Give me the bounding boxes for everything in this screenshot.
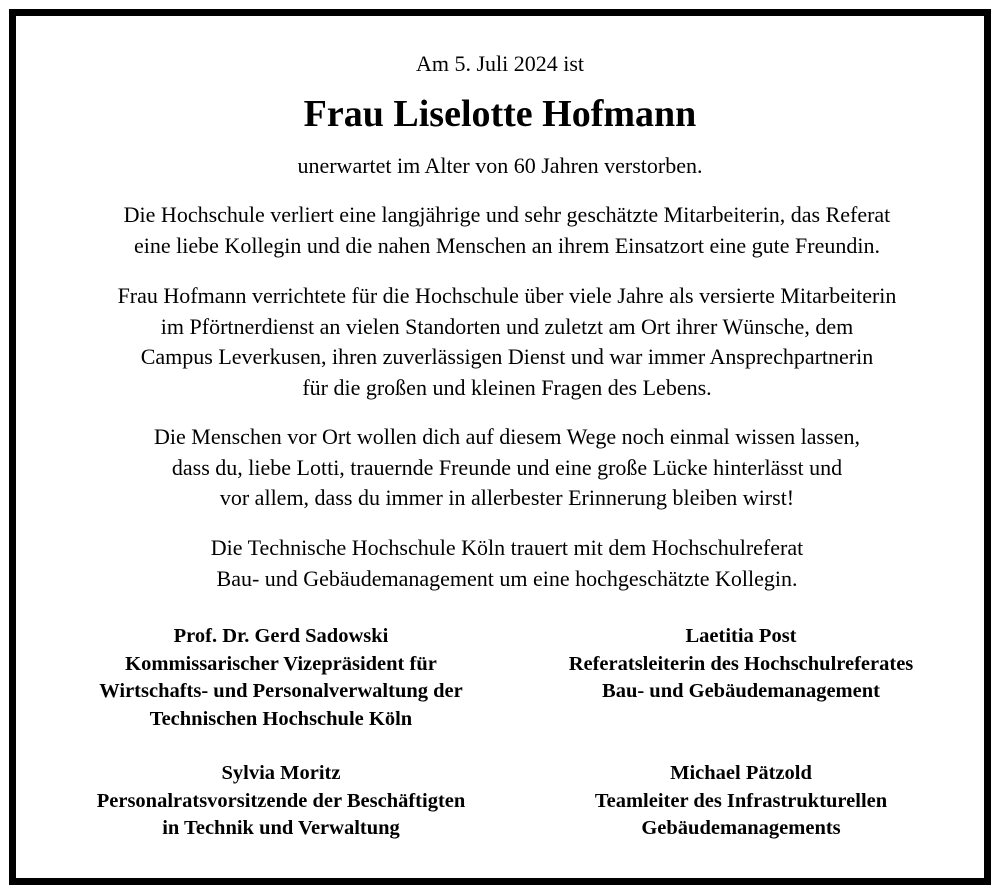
signatory-role-line: in Technik und Verwaltung: [162, 817, 400, 839]
paragraph-line: im Pförtnerdienst an vielen Standorten und zuletzt am Ort ihrer Wünsche, dem: [160, 313, 854, 339]
paragraph-line: für die großen und kleinen Fragen des Lebens.: [302, 374, 712, 400]
obituary-frame: [9, 9, 991, 885]
signatory-name: Michael Pätzold: [670, 762, 812, 784]
signatory-role-line: Wirtschafts- und Personalverwaltung der: [99, 680, 463, 702]
subtitle-line: unerwartet im Alter von 60 Jahren verstorben.: [297, 153, 703, 178]
paragraph-line: Die Menschen vor Ort wollen dich auf diesem Wege noch einmal wissen lassen,: [154, 424, 860, 449]
signatory-role-line: Referatsleiterin des Hochschulreferates: [568, 652, 914, 675]
paragraph-line: vor allem, dass du immer in allerbester Erinnerung bleiben wirst!: [219, 485, 795, 511]
signatory-name: Prof. Dr. Gerd Sadowski: [173, 625, 389, 647]
deceased-name: Frau Liselotte Hofmann: [303, 93, 697, 135]
paragraph-line: Bau- und Gebäudemanagement um eine hochgeschätzte Kollegin.: [216, 565, 798, 591]
signatory-name: Sylvia Moritz: [221, 762, 341, 784]
paragraph-line: dass du, liebe Lotti, trauernde Freunde und eine große Lücke hinterlässt und: [171, 454, 843, 480]
paragraph-tribute: [36, 200, 978, 261]
signatory-name: Laetitia Post: [685, 625, 797, 647]
signatory-paetzold: [506, 760, 976, 843]
paragraph-line: Campus Leverkusen, ihren zuverlässigen Dienst und war immer Ansprechpartnerin: [140, 344, 874, 370]
paragraph-condolence: [36, 533, 978, 594]
signatory-role-line: Teamleiter des Infrastrukturellen: [594, 789, 888, 812]
paragraph-line: eine liebe Kollegin und die nahen Menschen an ihrem Einsatzort eine gute Freundin.: [134, 232, 880, 258]
signatory-role-line: Bau- und Gebäudemanagement: [602, 680, 880, 702]
signatory-role-line: Technischen Hochschule Köln: [149, 707, 413, 730]
signatory-role-line: Kommissarischer Vizepräsident für: [125, 652, 437, 675]
signatory-role-line: Personalratsvorsitzende der Beschäftigten: [96, 789, 466, 812]
paragraph-service: [36, 281, 978, 403]
paragraph-line: Frau Hofmann verrichtete für die Hochschule über viele Jahre als versierte Mitarbeiterin: [117, 283, 897, 308]
paragraph-farewell: [36, 422, 978, 514]
signatory-moritz: [46, 760, 516, 843]
signatory-role-line: Gebäudemanagements: [641, 817, 841, 839]
signatory-post: [506, 623, 976, 706]
paragraph-line: Die Technische Hochschule Köln trauert mit dem Hochschulreferat: [210, 535, 804, 560]
signatory-sadowski: [46, 623, 516, 733]
paragraph-line: Die Hochschule verliert eine langjährige und sehr geschätzte Mitarbeiterin, das Referat: [123, 202, 891, 227]
intro-line: Am 5. Juli 2024 ist: [415, 51, 585, 76]
